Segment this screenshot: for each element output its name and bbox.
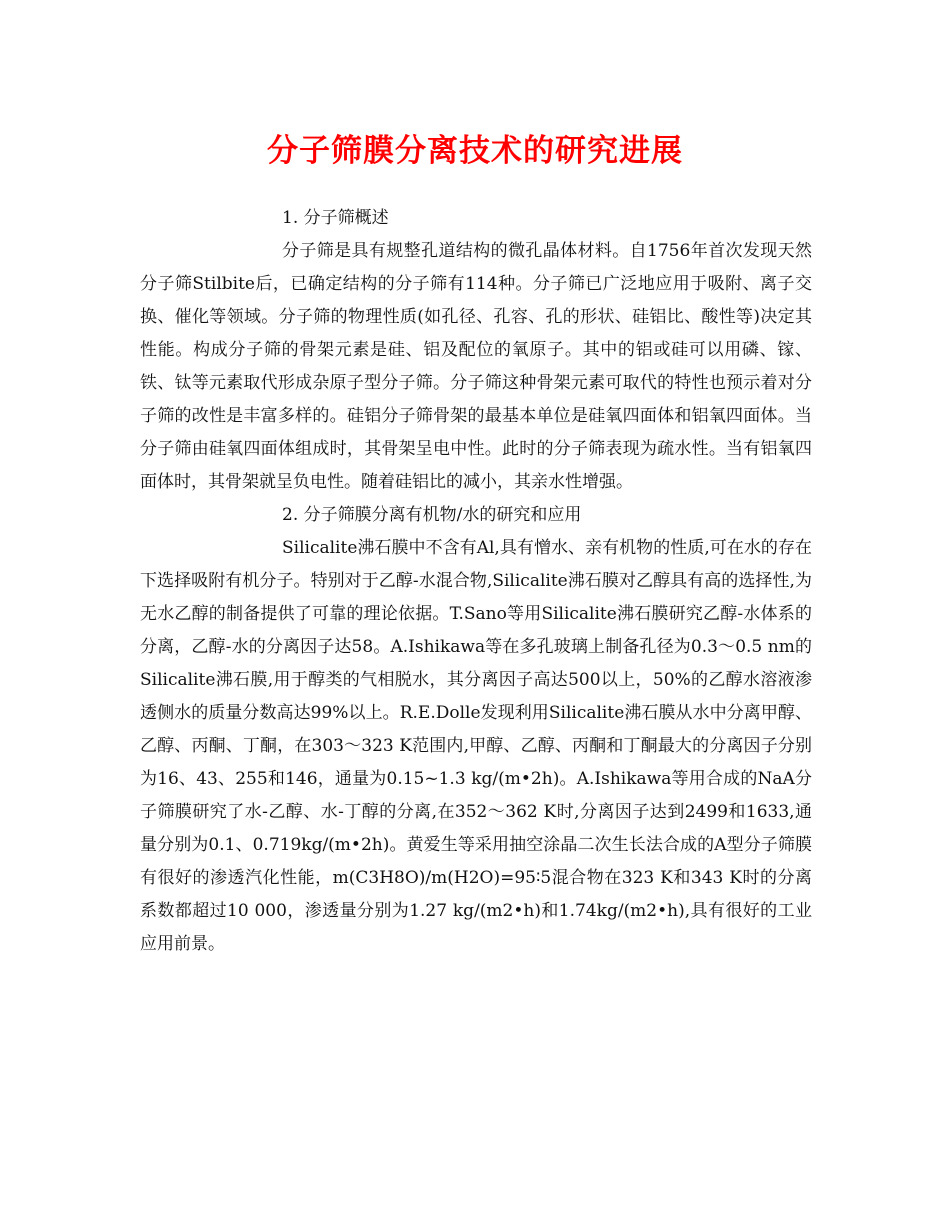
section-paragraph-applications: Silicalite沸石膜中不含有Al,具有憎水、亲有机物的性质,可在水的存在下选择吸附有机分子。特别对于乙醇-水混合物,Silicalite沸石膜对乙醇具有高的选择性,为无水乙醇的制备提供了可靠的理论依据。T.Sano等用Silicalite沸石膜研究乙醇-水体系的分离，乙醇-水的分离因子达58。A.Ishikawa等在多孔玻璃上制备孔径为0.3～0.5 nm的Silicalite沸石膜,用于醇类的气相脱水，其分离因子高达500以上，50%的乙醇水溶液渗透侧水的质量分数高达99%以上。R.E.Dolle发现利用Silicalite沸石膜从水中分离甲醇、乙醇、丙酮、丁酮，在303～323 K范围内,甲醇、乙醇、丙酮和丁酮最大的分离因子分别为16、43、255和146，通量为0.15~1.3 kg/(m•2h)。A.Ishikawa等用合成的NaA分子筛膜研究了水-乙醇、水-丁醇的分离,在352～362 K时,分离因子达到2499和1633,通量分别为0.1、0.719kg/(m•2h)。黄爱生等采用抽空涂晶二次生长法合成的A型分子筛膜有很好的渗透汽化性能，m(C3H8O)/m(H2O)=95∶5混合物在323 K和343 K时的分离系数都超过10 000，渗透量分别为1.27 kg/(m2•h)和1.74kg/(m2•h),具有很好的工业应用前景。 (140, 538, 812, 954)
section-heading-overview: 1. 分子筛概述 (282, 208, 389, 228)
section-paragraph-overview: 分子筛是具有规整孔道结构的微孔晶体材料。自1756年首次发现天然分子筛Stilbite后，已确定结构的分子筛有114种。分子筛已广泛地应用于吸附、离子交换、催化等领域。分子筛的物理性质(如孔径、孔容、孔的形状、硅铝比、酸性等)决定其性能。构成分子筛的骨架元素是硅、铝及配位的氧原子。其中的铝或硅可以用磷、镓、铁、钛等元素取代形成杂原子型分子筛。分子筛这种骨架元素可取代的特性也预示着对分子筛的改性是丰富多样的。硅铝分子筛骨架的最基本单位是硅氧四面体和铝氧四面体。当分子筛由硅氧四面体组成时，其骨架呈电中性。此时的分子筛表现为疏水性。当有铝氧四面体时，其骨架就呈负电性。随着硅铝比的减小，其亲水性增强。 (140, 241, 812, 492)
document-body (140, 202, 812, 961)
document-title: 分子筛膜分离技术的研究进展 (267, 133, 683, 169)
section-heading-applications: 2. 分子筛膜分离有机物/水的研究和应用 (282, 505, 582, 525)
